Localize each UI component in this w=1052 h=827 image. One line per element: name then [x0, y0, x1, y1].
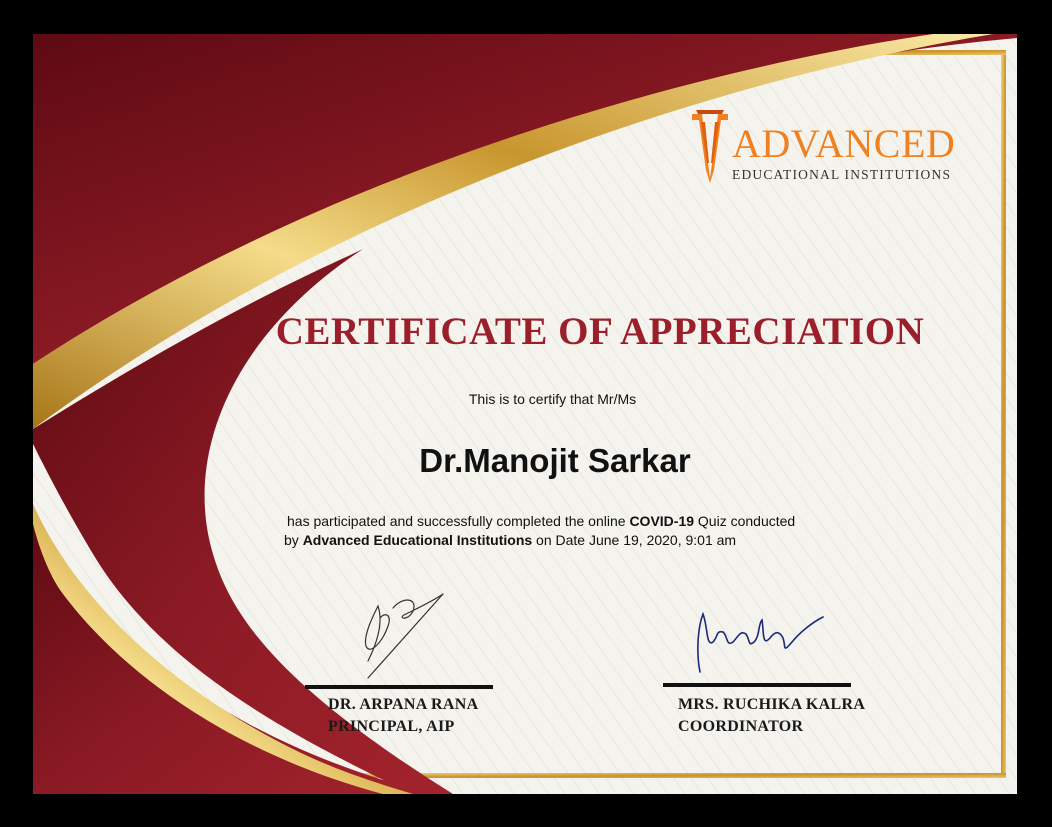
quiz-name: COVID-19	[629, 513, 695, 529]
logo-title: ADVANCED	[732, 121, 956, 166]
body-text-segment: by	[284, 532, 303, 548]
institution-name: Advanced Educational Institutions	[302, 532, 533, 548]
logo-torch-icon	[688, 108, 732, 183]
signatory-right-role: COORDINATOR	[678, 718, 804, 735]
body-text-segment: Quiz conducted	[694, 513, 796, 529]
body-line-2	[284, 531, 904, 550]
body-text-segment: has participated and successfully completed the online	[287, 513, 630, 529]
logo-subtitle: EDUCATIONAL INSTITUTIONS	[732, 167, 952, 182]
signatory-left-role: PRINCIPAL, AIP	[328, 718, 455, 735]
body-date: on Date June 19, 2020, 9:01 am	[532, 532, 737, 548]
signature-right	[688, 602, 828, 682]
certificate-body	[284, 512, 904, 550]
logo	[688, 108, 958, 188]
certify-text: This is to certify that Mr/Ms	[468, 391, 637, 407]
signature-line-right	[663, 683, 851, 687]
signatory-left-name: DR. ARPANA RANA	[328, 696, 479, 713]
certificate-title: CERTIFICATE OF APPRECIATION	[275, 310, 925, 353]
signature-left	[358, 586, 453, 681]
body-line-1	[284, 512, 904, 531]
signature-line-left	[305, 685, 493, 689]
certificate	[33, 34, 1017, 794]
gold-frame-bottom	[333, 773, 1006, 778]
signatory-left	[328, 694, 478, 738]
signatory-right	[678, 694, 865, 738]
gold-frame-right	[1001, 50, 1006, 777]
recipient-name: Dr.Manojit Sarkar	[419, 442, 691, 479]
signatory-right-name: MRS. RUCHIKA KALRA	[678, 696, 866, 713]
